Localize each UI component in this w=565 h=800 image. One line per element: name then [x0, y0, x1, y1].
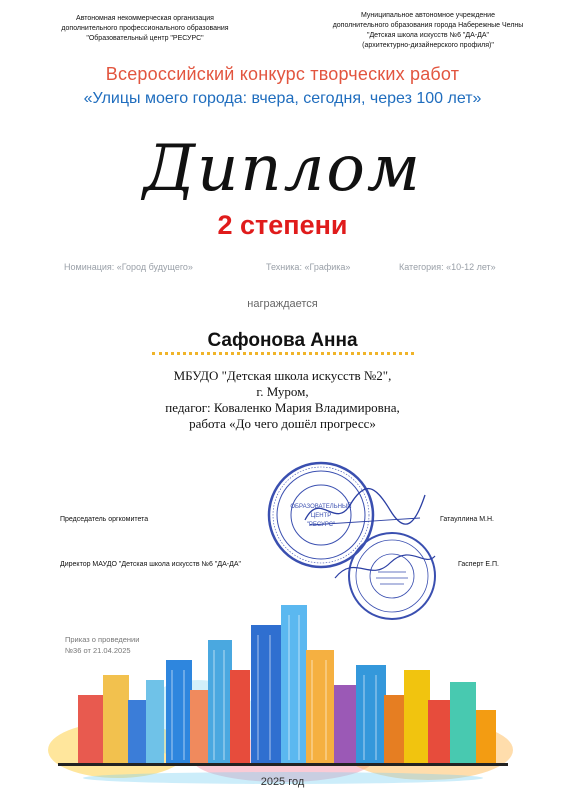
recipient-details: [0, 368, 565, 432]
footer-year: 2025 год: [260, 776, 305, 788]
awarded-label: награждается: [247, 298, 318, 310]
order-line: Приказ о проведении: [65, 635, 140, 644]
stamp-text-1: ОБРАЗОВАТЕЛЬНЫЙ: [290, 504, 352, 510]
diploma-title: Диплом: [143, 132, 422, 206]
technique-label: Техника: «Графика»: [266, 262, 351, 272]
stamp-text-3: "РЕСУРС": [306, 522, 336, 528]
left-org-line: "Образовательный центр "РЕСУРС": [86, 35, 204, 42]
nomination-label: Номинация: «Город будущего»: [64, 262, 193, 272]
right-organization: [318, 11, 538, 51]
director-name: Гасперт Е.П.: [458, 561, 499, 568]
diploma-degree: 2 степени: [217, 210, 348, 240]
order-line: №36 от 21.04.2025: [65, 646, 131, 655]
details-line: педагог: Коваленко Мария Владимировна,: [165, 400, 400, 415]
details-line: г. Муром,: [256, 384, 309, 399]
dotted-divider: [152, 352, 414, 355]
left-org-line: дополнительного профессионального образования: [61, 25, 229, 32]
right-org-line: Муниципальное автономное учреждение: [361, 12, 495, 19]
category-label: Категория: «10-12 лет»: [399, 262, 496, 272]
contest-title: Всероссийский конкурс творческих работ: [105, 64, 460, 84]
left-organization: [40, 14, 250, 44]
recipient-name: Сафонова Анна: [207, 330, 358, 351]
left-org-line: Автономная некоммерческая организация: [76, 15, 214, 22]
chair-name: Гатауллина М.Н.: [440, 516, 494, 523]
director-signature: [330, 548, 440, 588]
stamp-text-2: ЦЕНТР: [310, 513, 332, 519]
details-line: работа «До чего дошёл прогресс»: [189, 416, 376, 431]
director-role: Директор МАУДО "Детская школа искусств №6 "ДА-ДА": [60, 561, 241, 568]
chair-role: Председатель оргкомитета: [60, 516, 149, 523]
details-line: МБУДО "Детская школа искусств №2",: [173, 368, 392, 383]
right-org-line: (архитектурно-дизайнерского профиля)": [362, 42, 494, 49]
right-org-line: "Детская школа искусств №6 "ДА-ДА": [366, 32, 490, 39]
right-org-line: дополнительного образования города Набережные Челны: [332, 22, 524, 29]
cityscape-illustration: [48, 600, 518, 790]
contest-subtitle: «Улицы моего города: вчера, сегодня, через 100 лет»: [83, 90, 482, 107]
